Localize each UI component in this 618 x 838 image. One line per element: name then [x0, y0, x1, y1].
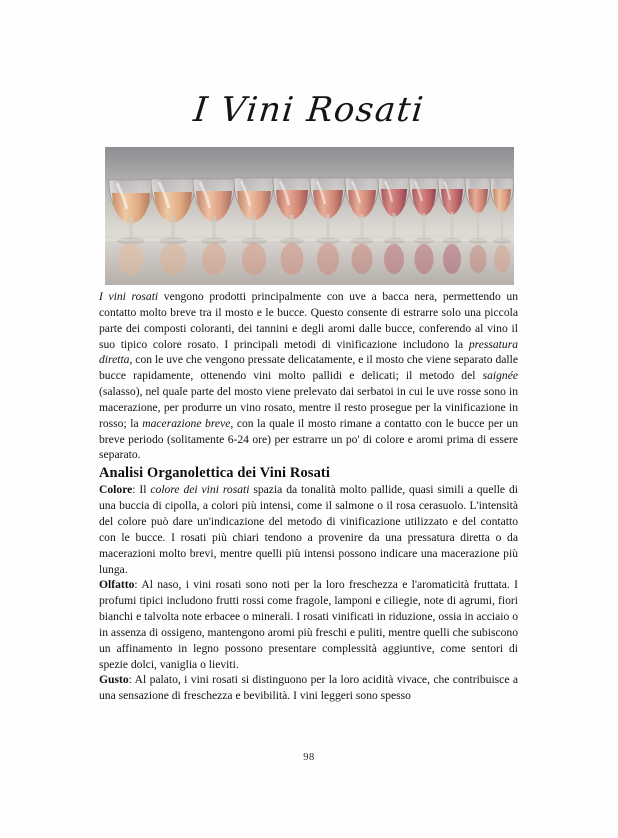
intro-run-4: saignée	[482, 369, 518, 383]
colore-label: Colore	[99, 483, 133, 497]
olfatto-label: Olfatto	[99, 578, 135, 592]
colore-run-1: : Il	[132, 483, 151, 497]
intro-run-5: (salasso), nel quale parte del mosto viene prelevato dai serbatoi in cui le uve rosse sono in macerazione, per produrre un vino rosato, mentre il resto prosegue per la vinificazione in rosso; la	[99, 385, 518, 430]
colore-run-3: spazia da tonalità molto pallide, quasi simili a quelle di una buccia di cipolla, a colori più intensi, come il salmone o il rosa cerasuolo. L'intensità del colore può dare un'indicazione del metodo di vinificazione utilizzato e del contatto con le bucce. I rosati più chiari tendono a provenire da una pressatura diretta o da macerazioni molto brevi, mentre quelli più intensi possono indicare una macerazione più lunga.	[99, 483, 518, 576]
wine-glasses-illustration	[105, 147, 514, 285]
colore-paragraph	[99, 482, 518, 577]
section-heading-analisi-organolettica: Analisi Organolettica dei Vini Rosati	[99, 465, 331, 482]
olfatto-run-1: : Al naso, i vini rosati sono noti per la loro freschezza e l'aromaticità fruttata. I profumi tipici includono frutti rossi come fragole, lamponi e ciliegie, note di agrumi, fiori bianchi e talvolta note erbacee o minerali. I rosati vinificati in riduzione, ossia in acciaio o in assenza di ossigeno, mantengono aromi più freschi e puliti, mentre quelli che subiscono un affinamento in legno possono presentare complessità aggiuntive, come sentori di spezie dolci, vaniglia o lieviti.	[99, 578, 518, 671]
gusto-label: Gusto	[99, 673, 129, 687]
intro-run-1: vengono prodotti principalmente con uve a bacca nera, permettendo un contatto molto breve tra il mosto e le bucce. Questo consente di estrarre solo una piccola parte dei composti coloranti, dei tannini e degli aromi dalle bucce, conferendo al vino il suo tipico colore rosato. I principali metodi di vinificazione includono la	[99, 290, 518, 351]
intro-run-0: I vini rosati	[99, 290, 159, 303]
text-column	[99, 289, 518, 759]
colore-run-2: colore dei vini rosati	[150, 483, 250, 497]
page-number: 98	[303, 752, 315, 763]
gusto-run-1: : Al palato, i vini rosati si distinguono per la loro acidità vivace, che contribuisce a una sensazione di freschezza e bevibilità. I vini leggeri sono spesso	[99, 673, 518, 703]
intro-run-7: , con la quale il mosto rimane a contatto con le bucce per un breve periodo (solitamente 6-24 ore) per estrarre un po' di colore e aromi prima di essere separato.	[99, 416, 518, 462]
intro-paragraph	[99, 289, 518, 463]
hero-image-wine-glasses	[105, 147, 514, 285]
intro-run-3: , con le uve che vengono pressate delicatamente, e il mosto che viene separato dalle bucce rapidamente, ottenendo vini molto pallidi e delicati; il metodo del	[99, 353, 518, 383]
intro-run-6: macerazione breve	[142, 416, 231, 430]
title-block	[0, 92, 618, 129]
olfatto-paragraph	[99, 577, 518, 672]
intro-run-2: pressatura diretta	[99, 337, 518, 367]
gusto-paragraph	[99, 672, 518, 704]
page-title: I Vini Rosati	[191, 90, 427, 130]
